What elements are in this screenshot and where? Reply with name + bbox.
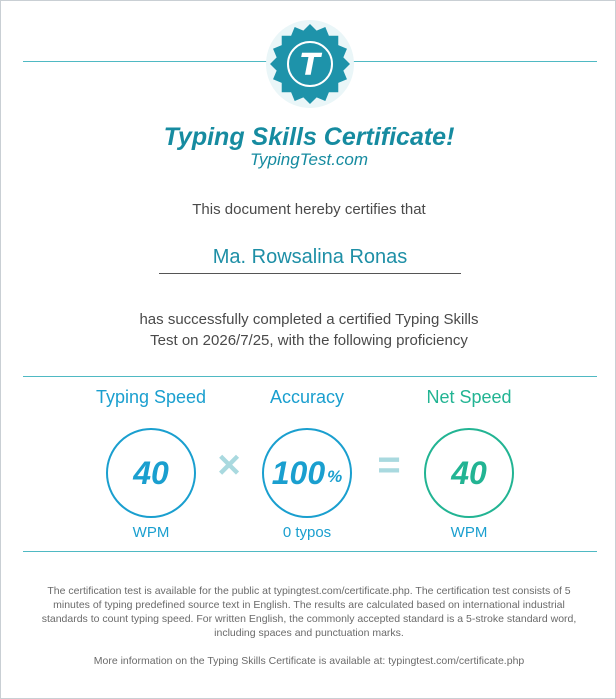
divider-metrics-bottom <box>23 551 597 552</box>
net-speed-label: Net Speed <box>426 387 512 407</box>
site-name: TypingTest.com <box>249 150 369 169</box>
divider-top-left <box>23 61 267 62</box>
accuracy-value: 100 <box>271 454 326 491</box>
net-speed-circle <box>424 428 514 518</box>
net-speed-unit: WPM <box>450 524 488 541</box>
accuracy-circle <box>262 428 352 518</box>
typingtest-seal-icon <box>265 19 355 109</box>
accuracy-percent: % <box>327 467 343 486</box>
completion-line-2: Test on 2026/7/25, with the following proficiency <box>150 332 468 349</box>
multiply-icon: × <box>217 443 241 487</box>
certifies-text: This document hereby certifies that <box>192 201 426 218</box>
typing-speed-unit: WPM <box>132 524 170 541</box>
accuracy-typos: 0 typos <box>282 524 332 541</box>
completion-statement <box>111 309 507 351</box>
recipient-name: Ma. Rowsalina Ronas <box>159 246 461 274</box>
equals-icon: = <box>377 443 401 487</box>
accuracy-label: Accuracy <box>269 387 345 407</box>
svg-text:T: T <box>299 48 321 83</box>
typing-speed-label: Typing Speed <box>95 387 207 407</box>
completion-line-1: has successfully completed a certified Typing Skills <box>139 311 479 328</box>
certification-description: The certification test is available for the public at typingtest.com/certificate.php. The certification test consists of 5 minutes of typing predefined source text in English. The results are calculated based on international industrial standards to count typing speed. For written English, the commonly accepted standard is a 5-stroke standard word, including spaces and punctuation marks. <box>41 585 577 639</box>
certificate-title: Typing Skills Certificate! <box>163 123 455 151</box>
typing-speed-value: 40 <box>133 454 169 491</box>
net-speed-value: 40 <box>451 454 487 491</box>
divider-metrics-top <box>23 376 597 377</box>
more-info-text: More information on the Typing Skills Certificate is available at: typingtest.com/certificate.php <box>93 655 525 667</box>
typing-speed-circle <box>106 428 196 518</box>
divider-top-right <box>353 61 597 62</box>
